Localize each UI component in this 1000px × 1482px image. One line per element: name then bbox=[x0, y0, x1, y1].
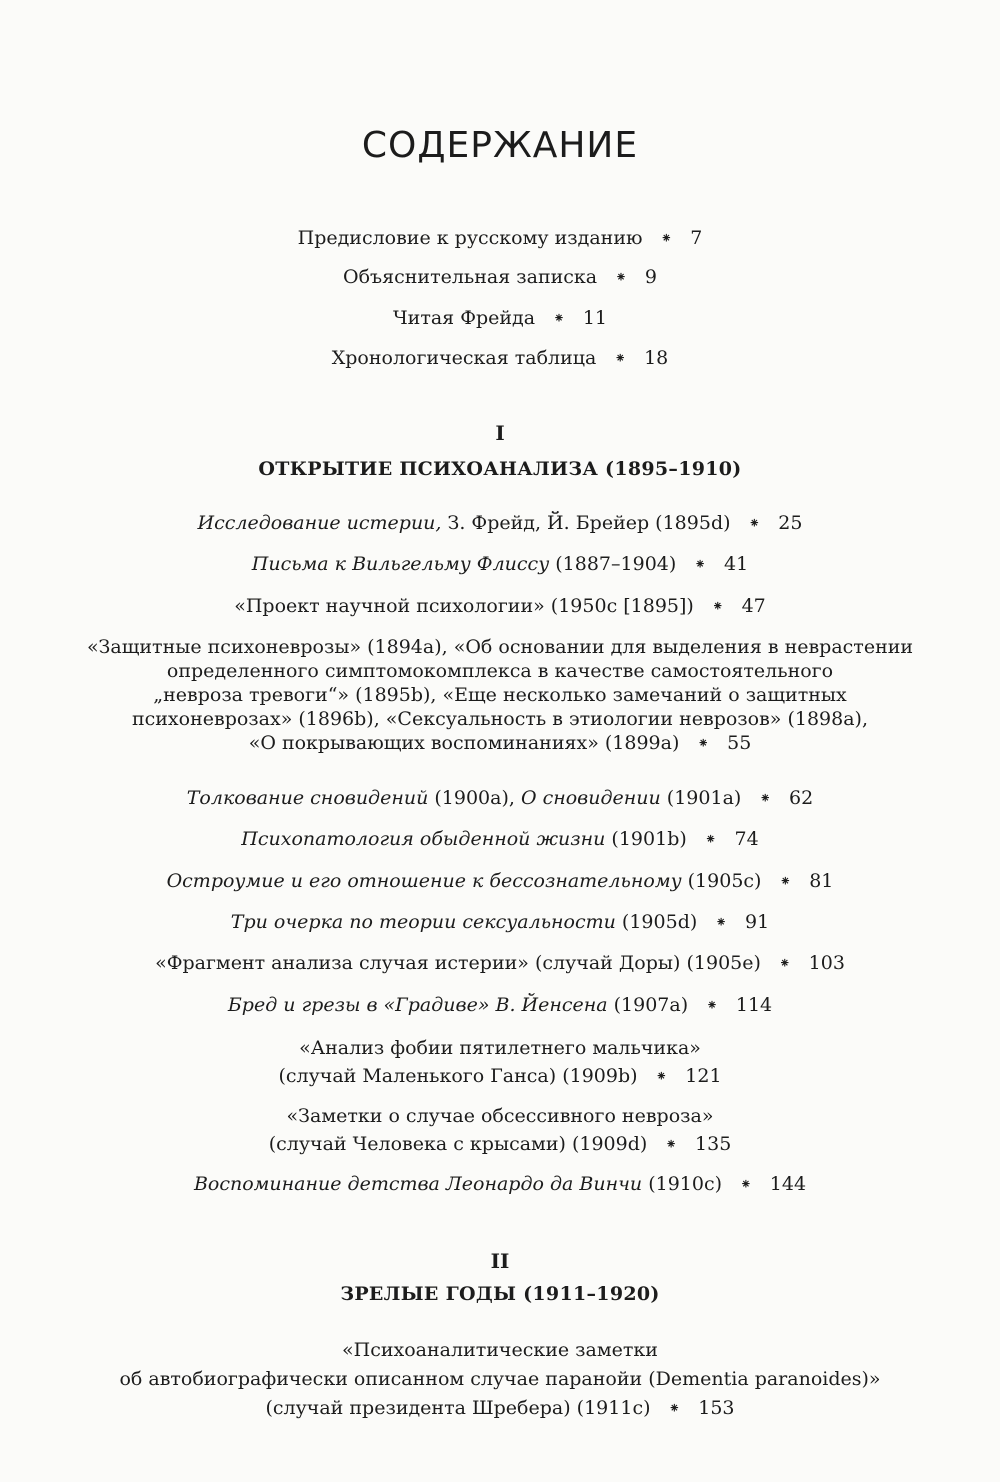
entry-line: (случай Человека с крысами) (1909d) bbox=[268, 1133, 648, 1155]
toc-entry-reading-freud[interactable] bbox=[20, 306, 980, 331]
separator-asterism: ⁕ bbox=[748, 516, 761, 532]
entry-page: 62 bbox=[789, 787, 814, 809]
entry-line: (случай Маленького Ганса) (1909b) bbox=[278, 1065, 638, 1087]
entry-page: 135 bbox=[695, 1133, 732, 1155]
entry-title: Письма к Вильгельму Флиссу bbox=[251, 553, 550, 575]
toc-entry[interactable] bbox=[20, 1172, 980, 1197]
separator-asterism: ⁕ bbox=[711, 599, 724, 615]
separator-asterism: ⁕ bbox=[694, 557, 707, 573]
toc-entry[interactable] bbox=[20, 786, 980, 811]
entry-text: (1907a) bbox=[607, 994, 689, 1016]
entry-page: 74 bbox=[734, 828, 759, 850]
separator-asterism: ⁕ bbox=[697, 736, 710, 752]
entry-page: 91 bbox=[745, 911, 770, 933]
entry-line: определенного симптомокомплекса в качестве самостоятельного bbox=[166, 660, 834, 682]
entry-text: (1905d) bbox=[615, 911, 698, 933]
toc-entry[interactable] bbox=[20, 552, 980, 577]
entry-text: Предисловие к русскому изданию bbox=[297, 227, 643, 249]
entry-title: Бред и грезы в «Градиве» В. Йенсена bbox=[227, 994, 608, 1016]
entry-line: «О покрывающих воспоминаниях» (1899a) bbox=[248, 732, 680, 754]
toc-entry-multiline[interactable] bbox=[20, 1336, 980, 1424]
entry-title: Исследование истерии, bbox=[197, 512, 442, 534]
toc-entry-note[interactable] bbox=[20, 265, 980, 290]
entry-text: Читая Фрейда bbox=[392, 307, 536, 329]
entry-text: (1905c) bbox=[681, 870, 762, 892]
entry-text: «Фрагмент анализа случая истерии» (случай Доры) (1905e) bbox=[155, 952, 761, 974]
toc-entry-multiline[interactable] bbox=[20, 1102, 980, 1159]
separator-asterism: ⁕ bbox=[779, 874, 792, 890]
toc-entry[interactable] bbox=[20, 827, 980, 852]
separator-asterism: ⁕ bbox=[655, 1069, 668, 1085]
entry-title: О сновидении bbox=[520, 787, 661, 809]
separator-asterism: ⁕ bbox=[740, 1177, 752, 1193]
entry-page: 18 bbox=[644, 347, 669, 369]
separator-asterism: ⁕ bbox=[665, 1137, 678, 1153]
part-2-number: II bbox=[490, 1249, 510, 1273]
entry-line: «Психоаналитические заметки bbox=[342, 1339, 658, 1361]
page-title: СОДЕРЖАНИЕ bbox=[361, 125, 639, 166]
separator-asterism: ⁕ bbox=[759, 791, 772, 807]
toc-entry-multiline[interactable] bbox=[20, 635, 980, 756]
toc-entry[interactable] bbox=[20, 869, 980, 894]
part-2-title: ЗРЕЛЫЕ ГОДЫ (1911–1920) bbox=[340, 1283, 660, 1305]
entry-text: (1910c) bbox=[642, 1173, 723, 1195]
entry-text: «Проект научной психологии» (1950c [1895]) bbox=[234, 595, 694, 617]
separator-asterism: ⁕ bbox=[660, 231, 673, 247]
entry-text: З. Фрейд, Й. Брейер (1895d) bbox=[441, 512, 731, 534]
entry-page: 103 bbox=[808, 952, 845, 974]
toc-entry[interactable] bbox=[20, 993, 980, 1018]
entry-title: Психопатология обыденной жизни bbox=[241, 828, 606, 850]
toc-entry-multiline[interactable] bbox=[20, 1034, 980, 1091]
toc-entry-chronology[interactable] bbox=[20, 346, 980, 371]
separator-asterism: ⁕ bbox=[614, 351, 627, 367]
entry-line: (случай президента Шребера) (1911c) bbox=[265, 1397, 651, 1419]
separator-asterism: ⁕ bbox=[668, 1401, 681, 1417]
separator-asterism: ⁕ bbox=[615, 270, 627, 286]
entry-line: „невроза тревоги“» (1895b), «Еще несколько замечаний о защитных bbox=[153, 684, 847, 706]
toc-entry[interactable] bbox=[20, 594, 980, 619]
entry-page: 7 bbox=[690, 227, 703, 249]
entry-page: 47 bbox=[741, 595, 766, 617]
toc-entry[interactable] bbox=[20, 910, 980, 935]
entry-title: Остроумие и его отношение к бессознательному bbox=[166, 870, 682, 892]
entry-page: 9 bbox=[644, 266, 657, 288]
separator-asterism: ⁕ bbox=[553, 311, 565, 327]
toc-entry[interactable] bbox=[20, 511, 980, 536]
entry-page: 25 bbox=[778, 512, 803, 534]
separator-asterism: ⁕ bbox=[706, 998, 718, 1014]
entry-line: «Заметки о случае обсессивного невроза» bbox=[286, 1105, 714, 1127]
entry-title: Воспоминание детства Леонардо да Винчи bbox=[193, 1173, 643, 1195]
entry-title: Толкование сновидений bbox=[186, 787, 429, 809]
entry-line: об автобиографически описанном случае паранойи (Dementia paranoides)» bbox=[119, 1368, 881, 1390]
entry-title: Три очерка по теории сексуальности bbox=[230, 911, 616, 933]
entry-text: (1901b) bbox=[605, 828, 687, 850]
entry-page: 11 bbox=[582, 307, 607, 329]
entry-page: 144 bbox=[769, 1173, 807, 1195]
entry-page: 121 bbox=[685, 1065, 722, 1087]
separator-asterism: ⁕ bbox=[778, 956, 791, 972]
entry-line: психоневрозах» (1896b), «Сексуальность в этиологии неврозов» (1898a), bbox=[131, 708, 869, 730]
entry-line: «Анализ фобии пятилетнего мальчика» bbox=[299, 1037, 701, 1059]
entry-text: (1900a), bbox=[428, 787, 521, 809]
entry-page: 114 bbox=[735, 994, 773, 1016]
toc-entry[interactable] bbox=[20, 951, 980, 976]
entry-text: Хронологическая таблица bbox=[331, 347, 597, 369]
toc-entry-preface[interactable] bbox=[20, 226, 980, 251]
entry-page: 41 bbox=[724, 553, 749, 575]
entry-page: 55 bbox=[727, 732, 752, 754]
part-1-number: I bbox=[495, 421, 505, 445]
entry-page: 153 bbox=[698, 1397, 735, 1419]
entry-text: (1901a) bbox=[660, 787, 742, 809]
entry-text: (1887–1904) bbox=[549, 553, 677, 575]
entry-line: «Защитные психоневрозы» (1894a), «Об основании для выделения в неврастении bbox=[86, 636, 914, 658]
separator-asterism: ⁕ bbox=[704, 832, 717, 848]
entry-text: Объяснительная записка bbox=[343, 266, 598, 288]
part-1-title: ОТКРЫТИЕ ПСИХОАНАЛИЗА (1895–1910) bbox=[258, 458, 742, 480]
entry-page: 81 bbox=[809, 870, 834, 892]
separator-asterism: ⁕ bbox=[715, 915, 728, 931]
